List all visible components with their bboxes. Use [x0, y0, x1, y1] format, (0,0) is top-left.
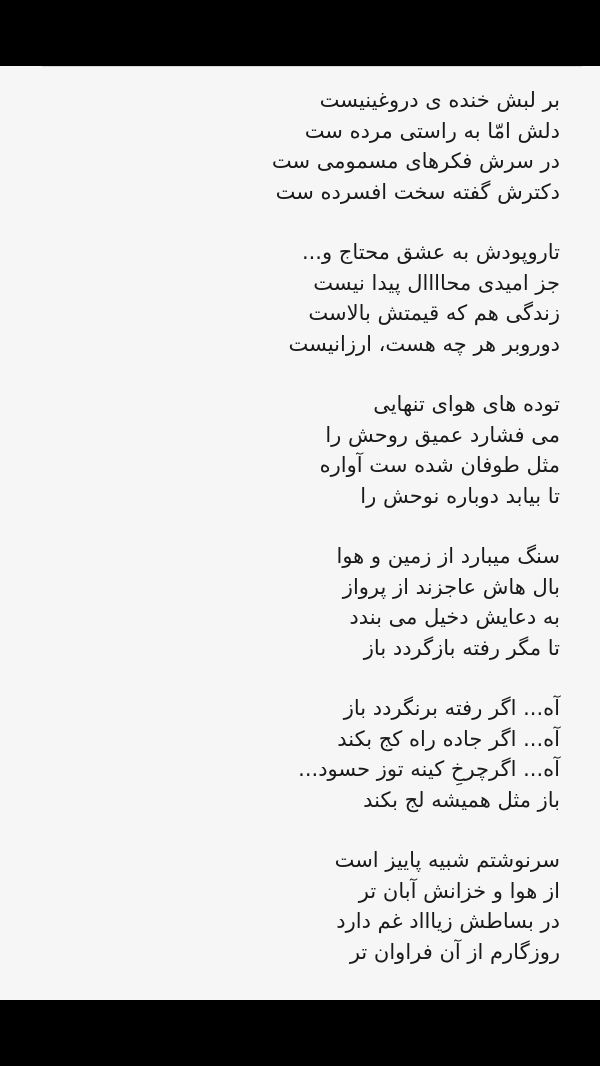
stanza-4 [40, 541, 560, 663]
poem-line: در بساطش زیاااد غم دارد [336, 909, 560, 933]
poem-line: بر لبش خنده ی دروغینیست [319, 88, 560, 112]
poem-line: تاروپودش به عشق محتاج و... [301, 240, 560, 264]
poem-line: به دعایش دخیل می بندد [349, 605, 560, 629]
poem-line: سرنوشتم شبیه پاییز است [334, 848, 560, 872]
poem-line: آه... اگرچرخِ کینه توز حسود... [298, 757, 560, 781]
poem-line: زندگی هم که قیمتش بالاست [308, 301, 560, 325]
stanza-2 [40, 237, 560, 359]
poem-line: در سرش فکرهای مسمومی ست [271, 149, 560, 173]
poem-text [40, 85, 560, 1028]
poem-line: توده های هوای تنهایی [373, 392, 560, 416]
poem-line: آه... اگر جاده راه کج بکند [337, 726, 560, 751]
poem-page [0, 66, 600, 1000]
stanza-6 [40, 845, 560, 967]
poem-line: دکترش گفته سخت افسرده ست [275, 179, 560, 204]
stanza-5 [40, 693, 560, 815]
poem-line: از هوا و خزانش آبان تر [358, 878, 560, 903]
poem-line: می فشارد عمیق روحش را [325, 422, 560, 447]
poem-line: بال هاش عاجزند از پرواز [342, 574, 560, 599]
bottom-black-bar [0, 1000, 600, 1066]
stanza-3 [40, 389, 560, 511]
stanza-1 [40, 85, 560, 207]
top-black-bar [0, 0, 600, 66]
poem-line: سنگ میبارد از زمین و هوا [336, 544, 560, 568]
poem-line: مثل طوفان شده ست آواره [319, 453, 560, 477]
poem-line: دوروبر هر چه هست، ارزانیست [288, 331, 560, 356]
poem-line: آه... اگر رفته برنگردد باز [343, 696, 560, 720]
poem-line: تا مگر رفته بازگردد باز [363, 635, 560, 660]
poem-line: دلش امّا به راستی مرده ست [304, 118, 560, 143]
poem-line: جز امیدی محاااال پیدا نیست [313, 270, 560, 295]
poem-line: تا بیابد دوباره نوحش را [360, 483, 560, 508]
page-divider [42, 66, 582, 67]
poem-line: باز مثل همیشه لج بکند [363, 787, 560, 812]
poem-line: روزگارم از آن فراوان تر [349, 939, 560, 964]
